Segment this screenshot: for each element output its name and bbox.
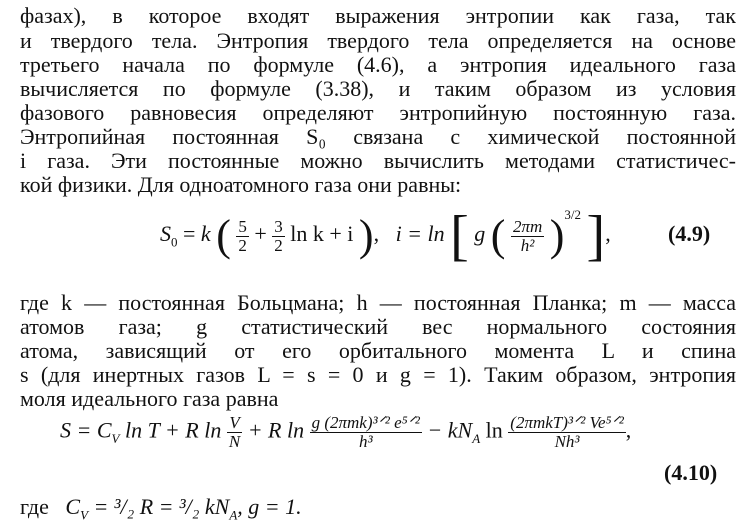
paren-right: ) xyxy=(358,211,374,260)
text-line: i газа. Эти постоянные можно вычислить методами статистичес- xyxy=(20,148,736,173)
eq2-part1: ln T + R ln xyxy=(119,417,227,443)
final-rest: = ³/₂ R = ³/₂ kN xyxy=(88,494,230,519)
bracket-left: [ xyxy=(450,205,469,267)
eq2-part2: + R ln xyxy=(242,417,310,443)
fraction-V-N: $\frac{V}{N}$ xyxy=(228,413,241,451)
eq-tail: , xyxy=(605,221,611,247)
paren-left-2: ( xyxy=(490,211,506,260)
eq-plus: + xyxy=(254,221,267,247)
eq2-lhs: S = C xyxy=(60,417,112,443)
final-sub2: A xyxy=(229,507,238,523)
text-line: s (для инертных газов L = s = 0 и g = 1). Таким образом, энтропия xyxy=(20,362,736,387)
eq2-part3: − kN xyxy=(421,417,473,443)
equation-4-9 xyxy=(160,205,611,267)
fraction-2pimkT-Nh3: $\frac{\text{(2πmkT)³ᐟ² Ve⁵ᐟ²}}{\text{Nh³}}$ xyxy=(510,413,624,451)
text-line: атомов газа; g статистический вес нормального состояния xyxy=(20,314,736,339)
eq-sign: = xyxy=(183,221,196,247)
text-line: кой физики. Для одноатомного газа они равны: xyxy=(20,172,462,197)
text-line: третьего начала по формуле (4.6), а энтропия идеального газа xyxy=(20,52,736,77)
final-C: C xyxy=(65,494,81,519)
equation-4-10 xyxy=(60,414,631,451)
text-line: фазового равновесия определяют энтропийную постоянную газа. xyxy=(20,100,736,125)
text-line: моля идеального газа равна xyxy=(20,386,279,411)
eq-exponent: 3/2 xyxy=(564,206,582,222)
eq-lhs-sub: 0 xyxy=(171,234,178,250)
final-gde: где xyxy=(20,494,49,519)
fraction-2pim-h2: $\frac{2\pi m}{\text{h²}}$ xyxy=(512,216,543,255)
eq-lhs: S xyxy=(160,221,171,247)
fraction-5-2: $\frac{5}{2}$ xyxy=(238,216,247,255)
final-C-sub: V xyxy=(80,507,89,523)
fraction-3-2: $\frac{3}{2}$ xyxy=(274,216,283,255)
eq-i-ln: i = ln xyxy=(395,221,445,247)
paren-left: ( xyxy=(216,211,231,260)
text-line: и твердого тела. Энтропия твердого тела определяется на основе xyxy=(20,28,736,53)
text-line: где k — постоянная Больцмана; h — постоянная Планка; m — масса xyxy=(20,290,736,315)
text-line: вычисляется по формуле (3.38), и таким образом из условия xyxy=(20,76,736,101)
eq2-part4: ln xyxy=(480,417,509,443)
equation-number-4-9: (4.9) xyxy=(668,221,711,246)
eq-comma: , xyxy=(373,221,380,247)
eq2-tail: , xyxy=(625,417,632,443)
eq-g: g xyxy=(474,221,486,247)
text-line: атома, зависящий от его орбитального момента L и спина xyxy=(20,338,736,363)
final-rest2: , g = 1. xyxy=(237,494,302,519)
bracket-right: ] xyxy=(586,205,606,267)
eq2-lhs-sub: V xyxy=(111,430,120,446)
eq2-part3-sub: A xyxy=(472,430,481,446)
text-line: фазах), в которое входят выражения энтропии как газа, так xyxy=(20,3,736,28)
final-line xyxy=(20,494,302,523)
equation-number-4-10: (4.10) xyxy=(664,460,718,485)
paren-right-2: ) xyxy=(549,211,565,260)
fraction-g-h3: $\frac{\text{g (2πmk)³ᐟ² e⁵ᐟ²}}{\text{h³}}$ xyxy=(311,413,420,451)
text-line: Энтропийная постоянная S₀ связана с химической постоянной xyxy=(20,124,736,149)
eq-ln-k-plus-i: ln k + i xyxy=(290,221,354,247)
eq-k: k xyxy=(200,221,211,247)
